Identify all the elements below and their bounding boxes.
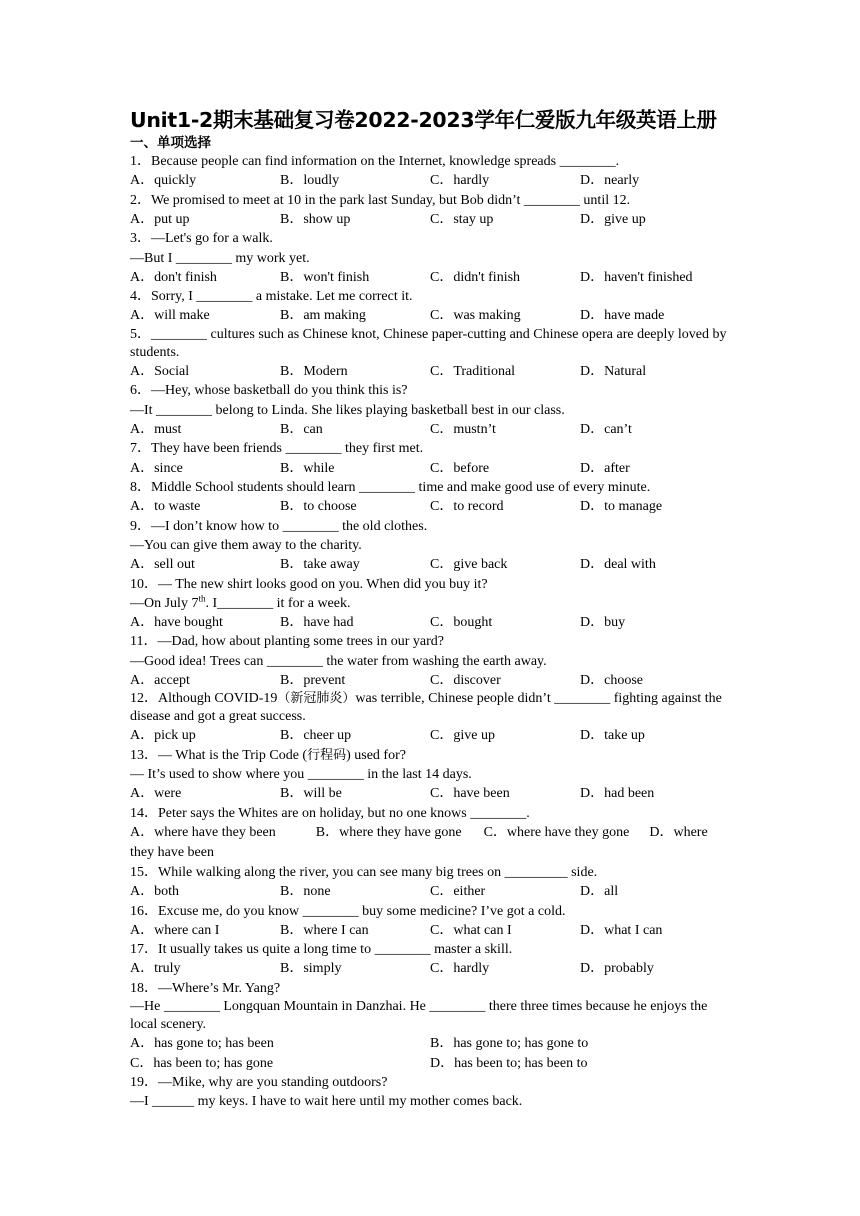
option-d[interactable]: D．deal with [580,557,656,573]
option-d[interactable]: D．all [580,884,619,900]
option-c[interactable]: C．to record [430,499,504,515]
chinese-gloss: （新冠肺炎） [277,691,356,707]
question-5 [130,326,730,382]
question-9 [130,517,730,575]
option-b[interactable]: B．while [280,460,335,476]
option-b[interactable]: B．loudly [280,173,340,189]
question-7 [130,439,730,478]
option-b[interactable]: B．will be [280,786,342,802]
option-c[interactable]: C．bought [430,614,493,630]
question-stem: 2．We promised to meet at 10 in the park last Sunday, but Bob didn’t ________ until 12. [130,192,631,208]
stem-text-start: 13．— What is the Trip Code ( [130,747,308,763]
option-a[interactable]: A．since [130,460,183,476]
question-18 [130,979,730,1073]
option-a[interactable]: A．pick up [130,728,196,744]
option-row [130,210,730,230]
question-stem: 7．They have been friends ________ they first met. [130,441,424,457]
option-c[interactable]: C．stay up [430,211,494,227]
question-stem [130,690,730,726]
option-d[interactable]: D．nearly [580,173,640,189]
option-c[interactable]: C．was making [430,308,521,324]
option-d[interactable]: D．choose [580,672,643,688]
option-a[interactable]: A．have bought [130,614,223,630]
option-row [130,726,730,746]
question-reply: —Good idea! Trees can ________ the water from washing the earth away. [130,653,547,669]
option-a[interactable]: A．truly [130,961,181,977]
option-d[interactable]: D．buy [580,614,626,630]
question-stem: 10．— The new shirt looks good on you. When did you buy it? [130,576,488,592]
question-2 [130,191,730,230]
option-d[interactable]: D．where they have been [130,824,708,860]
option-row [130,784,730,804]
option-b[interactable]: B．to choose [280,499,357,515]
option-row [130,555,730,575]
option-row [130,420,730,440]
option-c[interactable]: C．where have they gone [483,824,630,840]
option-d[interactable]: D．can’t [580,421,632,437]
option-row [130,1054,730,1074]
question-4 [130,287,730,326]
option-block [130,823,730,863]
question-1 [130,152,730,191]
option-row [130,268,730,288]
section-heading: 一、单项选择 [130,135,211,151]
option-row [130,613,730,633]
option-c[interactable]: C．what can I [430,922,512,938]
option-a[interactable]: A．quickly [130,173,197,189]
option-row [130,497,730,517]
option-c[interactable]: C．mustn’t [430,421,496,437]
option-d[interactable]: D．probably [580,961,654,977]
question-stem: 11．—Dad, how about planting some trees in our yard? [130,634,445,650]
option-a[interactable]: A．Social [130,363,190,379]
option-b[interactable]: B．can [280,421,323,437]
option-c[interactable]: C．give back [430,557,508,573]
option-b[interactable]: B．prevent [280,672,346,688]
question-15 [130,863,730,902]
option-row [130,671,730,691]
chinese-gloss: 行程码 [307,747,347,763]
question-stem: 18．—Where’s Mr. Yang? [130,980,281,996]
option-row [130,306,730,326]
option-c[interactable]: C．hardly [430,961,490,977]
stem-text-start: 12．Although COVID-19 [130,691,278,707]
question-19 [130,1073,730,1111]
option-b[interactable]: B．simply [280,961,342,977]
option-c[interactable]: C．hardly [430,173,490,189]
option-d[interactable]: D．give up [580,211,646,227]
option-d[interactable]: D．Natural [580,363,647,379]
option-b[interactable]: B．take away [280,557,360,573]
option-c[interactable]: C．has been to; has gone [130,1055,274,1071]
question-reply: —I ______ my keys. I have to wait here until my mother comes back. [130,1094,523,1110]
option-b[interactable]: B．cheer up [280,728,352,744]
option-c[interactable]: C．didn't finish [430,269,521,285]
question-stem: 14．Peter says the Whites are on holiday, but no one knows ________. [130,805,530,821]
question-stem: 15．While walking along the river, you can see many big trees on _________ side. [130,864,598,880]
option-d[interactable]: D．have made [580,308,665,324]
option-d[interactable]: D．haven't finished [580,269,693,285]
question-reply: —You can give them away to the charity. [130,537,362,553]
question-reply [130,594,730,613]
option-c[interactable]: C．give up [430,728,495,744]
question-stem: 17．It usually takes us quite a long time to ________ master a skill. [130,942,513,958]
option-b[interactable]: B．has gone to; has gone to [430,1036,589,1052]
option-c[interactable]: C．Traditional [430,363,516,379]
ordinal-suffix: th [198,593,206,604]
option-row [130,459,730,479]
option-d[interactable]: D．to manage [580,499,663,515]
reply-text-end: . I________ it for a week. [205,595,351,611]
option-a[interactable]: A．both [130,884,179,900]
option-b[interactable]: B．where they have gone [315,824,462,840]
stem-text-end: was terrible, Chinese people didn’t ________ fighting against the disease and got a great success. [130,691,722,725]
question-reply: —But I ________ my work yet. [130,250,310,266]
option-a[interactable]: A．will make [130,308,210,324]
question-stem: 9．—I don’t know how to ________ the old clothes. [130,518,428,534]
option-d[interactable]: D．after [580,460,630,476]
question-10 [130,575,730,633]
option-b[interactable]: B．where I can [280,922,369,938]
question-reply: —He ________ Longquan Mountain in Danzhai. He ________ there three times because he enjoys the local scenery. [130,999,708,1033]
question-11 [130,632,730,690]
question-13 [130,746,730,804]
option-row [130,362,730,382]
option-row [130,959,730,979]
question-14 [130,804,730,863]
question-stem: 8．Middle School students should learn ________ time and make good use of every minute. [130,480,651,495]
question-stem: 4．Sorry, I ________ a mistake. Let me correct it. [130,289,413,305]
option-b[interactable]: B．have had [280,614,354,630]
option-a[interactable]: A．put up [130,211,190,227]
option-c[interactable]: C．discover [430,672,501,688]
option-a[interactable]: A．accept [130,672,190,688]
option-c[interactable]: C．before [430,460,490,476]
option-d[interactable]: D．had been [580,786,655,802]
option-a[interactable]: A．where have they been [130,824,276,840]
question-reply: — It’s used to show where you ________ in the last 14 days. [130,767,472,782]
option-a[interactable]: A．sell out [130,557,195,573]
option-c[interactable]: C．either [430,884,486,900]
question-8 [130,478,730,517]
option-b[interactable]: B．am making [280,308,366,324]
question-16 [130,902,730,941]
option-a[interactable]: A．where can I [130,922,220,938]
option-a[interactable]: A．must [130,421,182,437]
option-a[interactable]: A．to waste [130,499,201,515]
option-a[interactable]: A．don't finish [130,269,217,285]
option-b[interactable]: B．none [280,884,331,900]
question-stem: 6．—Hey, whose basketball do you think this is? [130,383,408,399]
option-c[interactable]: C．have been [430,786,510,802]
option-row [130,921,730,941]
question-stem: 19．—Mike, why are you standing outdoors? [130,1075,388,1091]
question-list [130,152,730,1112]
option-d[interactable]: D．take up [580,728,645,744]
stem-text-end: ) used for? [346,747,406,763]
option-a[interactable]: A．were [130,786,182,802]
option-row [130,171,730,191]
option-d[interactable]: D．has been to; has been to [430,1055,588,1071]
question-stem: 3．—Let's go for a walk. [130,231,273,247]
question-6 [130,381,730,439]
question-3 [130,229,730,287]
question-12 [130,690,730,746]
reply-text-start: —On July 7 [130,595,199,611]
option-row [130,882,730,902]
document-title: Unit1-2期末基础复习卷2022-2023学年仁爱版九年级英语上册 [130,108,717,132]
option-a[interactable]: A．has gone to; has been [130,1036,274,1052]
option-b[interactable]: B．won't finish [280,269,370,285]
question-stem [130,746,730,765]
question-stem: 1．Because people can find information on the Internet, knowledge spreads ________. [130,154,620,169]
option-b[interactable]: B．Modern [280,363,348,379]
question-stem: 5．________ cultures such as Chinese knot, Chinese paper-cutting and Chinese opera are deeply loved by students. [130,326,727,360]
question-17 [130,940,730,979]
option-b[interactable]: B．show up [280,211,351,227]
question-reply: —It ________ belong to Linda. She likes playing basketball best in our class. [130,402,565,418]
option-row [130,1034,730,1054]
option-d[interactable]: D．what I can [580,922,663,938]
question-stem: 16．Excuse me, do you know ________ buy some medicine? I’ve got a cold. [130,903,566,919]
